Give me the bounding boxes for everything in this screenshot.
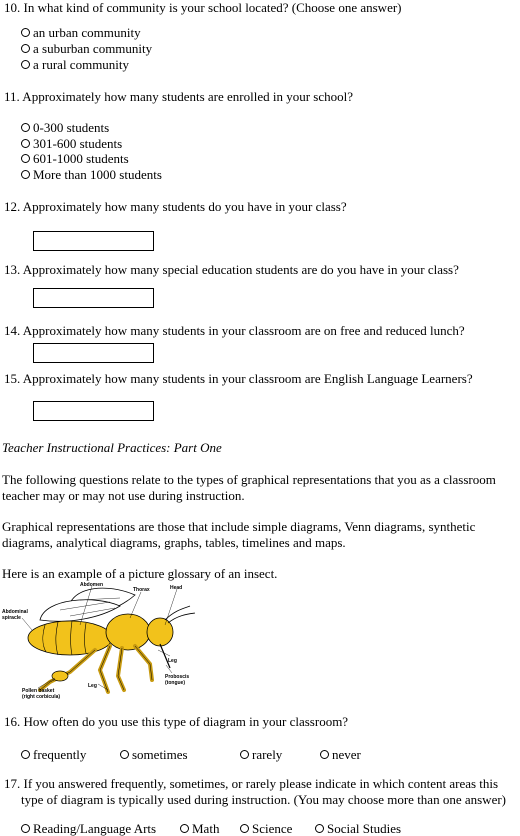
question-16: 16. How often do you use this type of diagram in your classroom?	[4, 714, 349, 729]
question-13: 13. Approximately how many special education students are do you have in your class?	[4, 262, 459, 277]
section-paragraph-2b: diagrams, analytical diagrams, graphs, tables, timelines and maps.	[2, 535, 346, 550]
lower-wing	[40, 600, 120, 621]
q17-option-math[interactable]: Math	[180, 821, 219, 836]
radio-icon[interactable]	[21, 824, 30, 833]
label-abdomen: Abdomen	[80, 582, 104, 588]
radio-icon[interactable]	[315, 824, 324, 833]
section-paragraph-2a: Graphical representations are those that include simple diagrams, Venn diagrams, synthetic	[2, 519, 476, 534]
q17-option-social-studies[interactable]: Social Studies	[315, 821, 401, 836]
radio-icon[interactable]	[21, 123, 30, 132]
section-paragraph-3: Here is an example of a picture glossary of an insect.	[2, 566, 278, 581]
abdomen-shape	[28, 621, 112, 655]
question-11: 11. Approximately how many students are enrolled in your school?	[4, 89, 354, 104]
radio-icon[interactable]	[320, 750, 329, 759]
label-pollen-1: Pollen basket	[22, 688, 55, 694]
radio-icon[interactable]	[120, 750, 129, 759]
radio-icon[interactable]	[21, 60, 30, 69]
thorax-shape	[106, 614, 150, 650]
q15-answer-field[interactable]	[33, 401, 154, 421]
radio-icon[interactable]	[180, 824, 189, 833]
radio-icon[interactable]	[240, 824, 249, 833]
question-17-line-1: 17. If you answered frequently, sometimes, or rarely please indicate in which content areas this	[4, 776, 499, 791]
q11-option-4[interactable]: More than 1000 students	[21, 167, 162, 182]
q16-option-never[interactable]: never	[320, 747, 361, 762]
q17-option-reading[interactable]: Reading/Language Arts	[21, 821, 156, 836]
proboscis-shape	[160, 644, 170, 668]
radio-icon[interactable]	[21, 139, 30, 148]
section-heading: Teacher Instructional Practices: Part One	[2, 440, 222, 455]
radio-icon[interactable]	[21, 28, 30, 37]
q10-option-rural[interactable]: a rural community	[21, 57, 129, 72]
q17-option-science[interactable]: Science	[240, 821, 292, 836]
label-leg-bottom: Leg	[88, 683, 97, 689]
q11-option-3[interactable]: 601-1000 students	[21, 151, 129, 166]
pollen-basket-shape	[52, 671, 68, 681]
label-proboscis-1: Proboscis	[165, 674, 190, 680]
label-abdominal-1: Abdominal	[2, 609, 28, 615]
label-head: Head	[170, 585, 183, 591]
label-pollen-2: (right corbicula)	[22, 694, 61, 700]
section-paragraph-1b: teacher may or may not use during instruction.	[2, 488, 245, 503]
question-17-line-2: type of diagram is typically used during instruction. (You may choose more than one answer)	[21, 792, 506, 807]
q10-option-urban[interactable]: an urban community	[21, 25, 141, 40]
q16-option-frequently[interactable]: frequently	[21, 747, 86, 762]
q16-option-rarely[interactable]: rarely	[240, 747, 282, 762]
label-leg-right: Leg	[168, 658, 177, 664]
q11-option-2[interactable]: 301-600 students	[21, 136, 122, 151]
q11-option-1[interactable]: 0-300 students	[21, 120, 109, 135]
question-14: 14. Approximately how many students in your classroom are on free and reduced lunch?	[4, 323, 465, 338]
antenna	[165, 606, 195, 623]
q13-answer-field[interactable]	[33, 288, 154, 308]
radio-icon[interactable]	[240, 750, 249, 759]
q10-option-suburban[interactable]: a suburban community	[21, 41, 152, 56]
q16-option-sometimes[interactable]: sometimes	[120, 747, 188, 762]
question-10: 10. In what kind of community is your school located? (Choose one answer)	[4, 0, 402, 15]
q14-answer-field[interactable]	[33, 343, 154, 363]
radio-icon[interactable]	[21, 154, 30, 163]
label-abdominal-2: spiracle	[2, 615, 21, 621]
q12-answer-field[interactable]	[33, 231, 154, 251]
question-12: 12. Approximately how many students do you have in your class?	[4, 199, 347, 214]
section-paragraph-1a: The following questions relate to the types of graphical representations that you as a classroom	[2, 472, 496, 487]
question-15: 15. Approximately how many students in your classroom are English Language Learners?	[4, 371, 473, 386]
label-thorax: Thorax	[133, 587, 150, 593]
radio-icon[interactable]	[21, 750, 30, 759]
insect-diagram	[0, 580, 210, 702]
radio-icon[interactable]	[21, 170, 30, 179]
label-proboscis-2: (tongue)	[165, 680, 185, 686]
radio-icon[interactable]	[21, 44, 30, 53]
